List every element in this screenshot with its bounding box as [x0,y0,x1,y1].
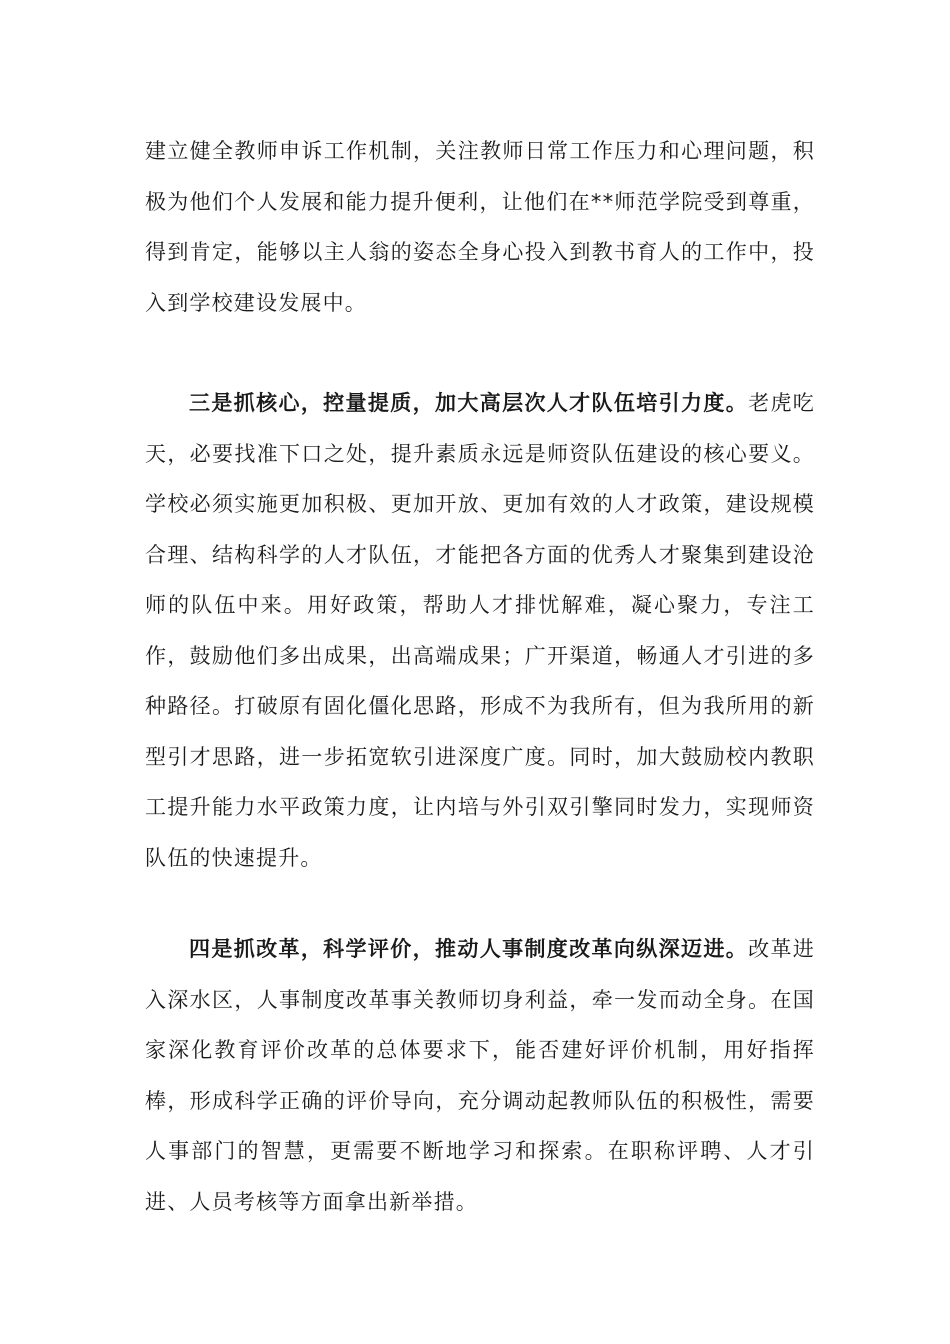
paragraph-body: 老虎吃天，必要找准下口之处，提升素质永远是师资队伍建设的核心要义。学校必须实施更加积极、更加开放、更加有效的人才政策，建设规模合理、结构科学的人才队伍，才能把各方面的优秀人才聚集到建设沧师的队伍中来。用好政策，帮助人才排忧解难，凝心聚力，专注工作，鼓励他们多出成果，出高端成果；广开渠道，畅通人才引进的多种路径。打破原有固化僵化思路，形成不为我所有，但为我所用的新型引才思路，进一步拓宽软引进深度广度。同时，加大鼓励校内教职工提升能力水平政策力度，让内培与外引双引擎同时发力，实现师资队伍的快速提升。 [145,391,816,870]
paragraph-lead-heading: 三是抓核心，控量提质，加大高层次人才队伍培引力度。 [189,391,749,415]
paragraph-body: 建立健全教师申诉工作机制，关注教师日常工作压力和心理问题，积极为他们个人发展和能力提升便利，让他们在**师范学院受到尊重，得到肯定，能够以主人翁的姿态全身心投入到教书育人的工作中，投入到学校建设发展中。 [145,139,815,315]
paragraph-talent-core [145,378,815,883]
paragraph-lead-heading: 四是抓改革，科学评价，推动人事制度改革向纵深迈进。 [189,937,749,961]
paragraph-body: 改革进入深水区，人事制度改革事关教师切身利益，牵一发而动全身。在国家深化教育评价改革的总体要求下，能否建好评价机制，用好指挥棒，形成科学正确的评价导向，充分调动起教师队伍的积极性，需要人事部门的智慧，更需要不断地学习和探索。在职称评聘、人才引进、人员考核等方面拿出新举措。 [145,937,816,1214]
paragraph-grievance-mechanism [145,126,815,328]
paragraph-reform-evaluation [145,924,815,1227]
